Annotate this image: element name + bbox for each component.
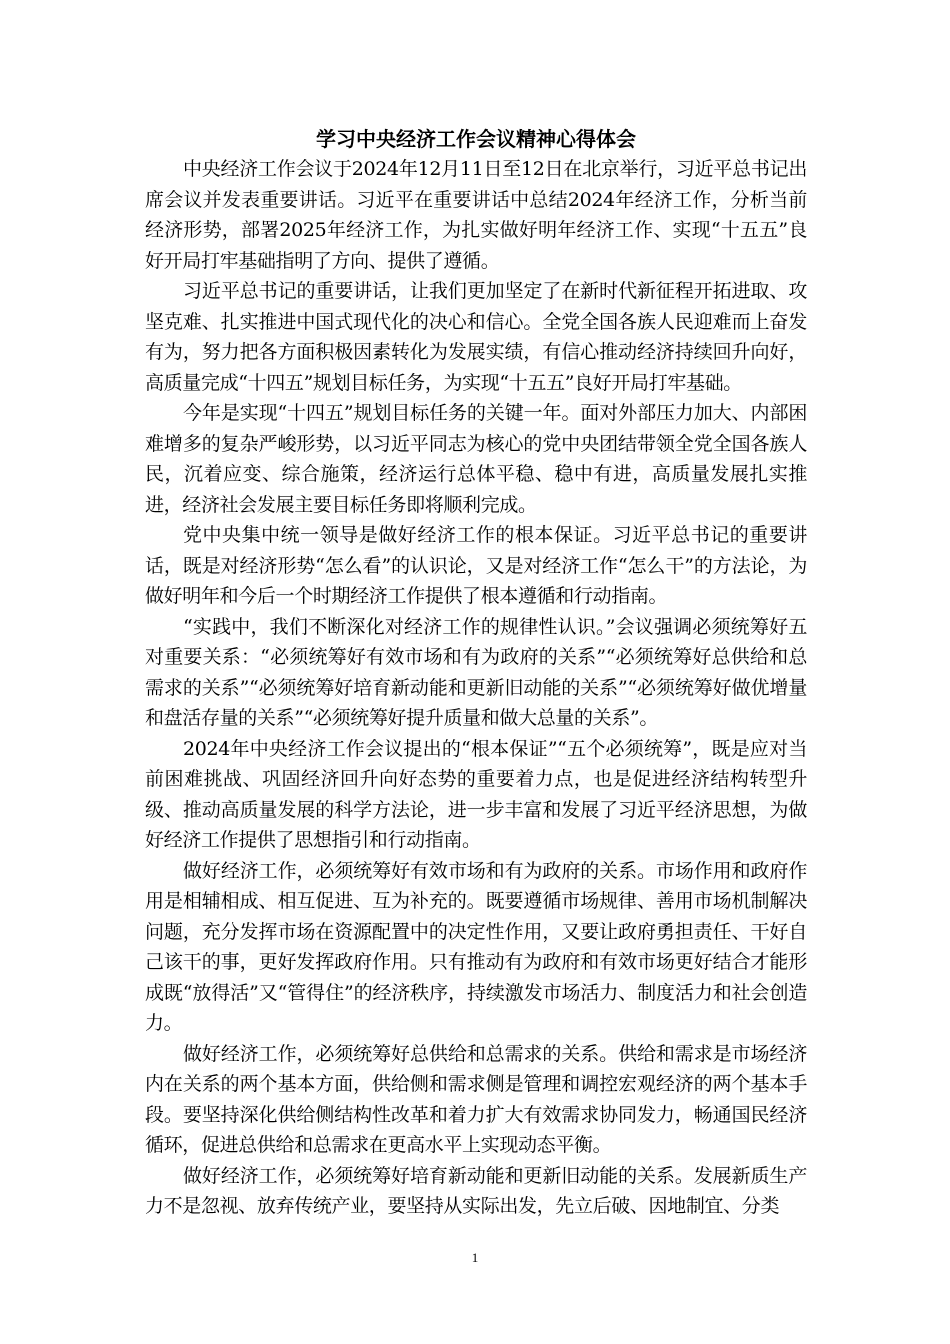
paragraph-1: 中央经济工作会议于2024年12月11日至12日在北京举行，习近平总书记出席会议并发表重要讲话。习近平在重要讲话中总结2024年经济工作，分析当前经济形势，部署2025年经济工作，为扎实做好明年经济工作、实现“十五五”良好开局打牢基础指明了方向、提供了遵循。 [145,158,807,272]
paragraph-6: 2024年中央经济工作会议提出的“根本保证”“五个必须统筹”，既是应对当前困难挑战、巩固经济回升向好态势的重要着力点，也是促进经济结构转型升级、推动高质量发展的科学方法论，进一步丰富和发展了习近平经济思想，为做好经济工作提供了思想指引和行动指南。 [145,737,807,851]
paragraph-5: “实践中，我们不断深化对经济工作的规律性认识。”会议强调必须统筹好五对重要关系：“必须统筹好有效市场和有为政府的关系”“必须统筹好总供给和总需求的关系”“必须统筹好培育新动能和更新旧动能的关系”“必须统筹好做优增量和盘活存量的关系”“必须统筹好提升质量和做大总量的关系”。 [145,615,807,729]
paragraph-8: 做好经济工作，必须统筹好总供给和总需求的关系。供给和需求是市场经济内在关系的两个基本方面，供给侧和需求侧是管理和调控宏观经济的两个基本手段。要坚持深化供给侧结构性改革和着力扩大有效需求协同发力，畅通国民经济循环，促进总供给和总需求在更高水平上实现动态平衡。 [145,1042,807,1156]
paragraph-3: 今年是实现“十四五”规划目标任务的关键一年。面对外部压力加大、内部困难增多的复杂严峻形势，以习近平同志为核心的党中央团结带领全党全国各族人民，沉着应变、综合施策，经济运行总体平稳、稳中有进，高质量发展扎实推进，经济社会发展主要目标任务即将顺利完成。 [145,402,807,516]
document-body [145,125,807,1222]
paragraph-2: 习近平总书记的重要讲话，让我们更加坚定了在新时代新征程开拓进取、攻坚克难、扎实推进中国式现代化的决心和信心。全党全国各族人民迎难而上奋发有为，努力把各方面积极因素转化为发展实绩，有信心推动经济持续回升向好，高质量完成“十四五”规划目标任务，为实现“十五五”良好开局打牢基础。 [145,280,807,394]
document-title: 学习中央经济工作会议精神心得体会 [316,127,636,151]
paragraph-7: 做好经济工作，必须统筹好有效市场和有为政府的关系。市场作用和政府作用是相辅相成、相互促进、互为补充的。既要遵循市场规律、善用市场机制解决问题，充分发挥市场在资源配置中的决定性作用，又要让政府勇担责任、干好自己该干的事，更好发挥政府作用。只有推动有为政府和有效市场更好结合才能形成既“放得活”又“管得住”的经济秩序，持续激发市场活力、制度活力和社会创造力。 [145,859,807,1034]
page-number: 1 [471,1250,479,1265]
paragraph-4: 党中央集中统一领导是做好经济工作的根本保证。习近平总书记的重要讲话，既是对经济形势“怎么看”的认识论，又是对经济工作“怎么干”的方法论，为做好明年和今后一个时期经济工作提供了根本遵循和行动指南。 [145,524,807,607]
paragraph-9: 做好经济工作，必须统筹好培育新动能和更新旧动能的关系。发展新质生产力不是忽视、放弃传统产业，要坚持从实际出发，先立后破、因地制宜、分类 [145,1164,807,1217]
